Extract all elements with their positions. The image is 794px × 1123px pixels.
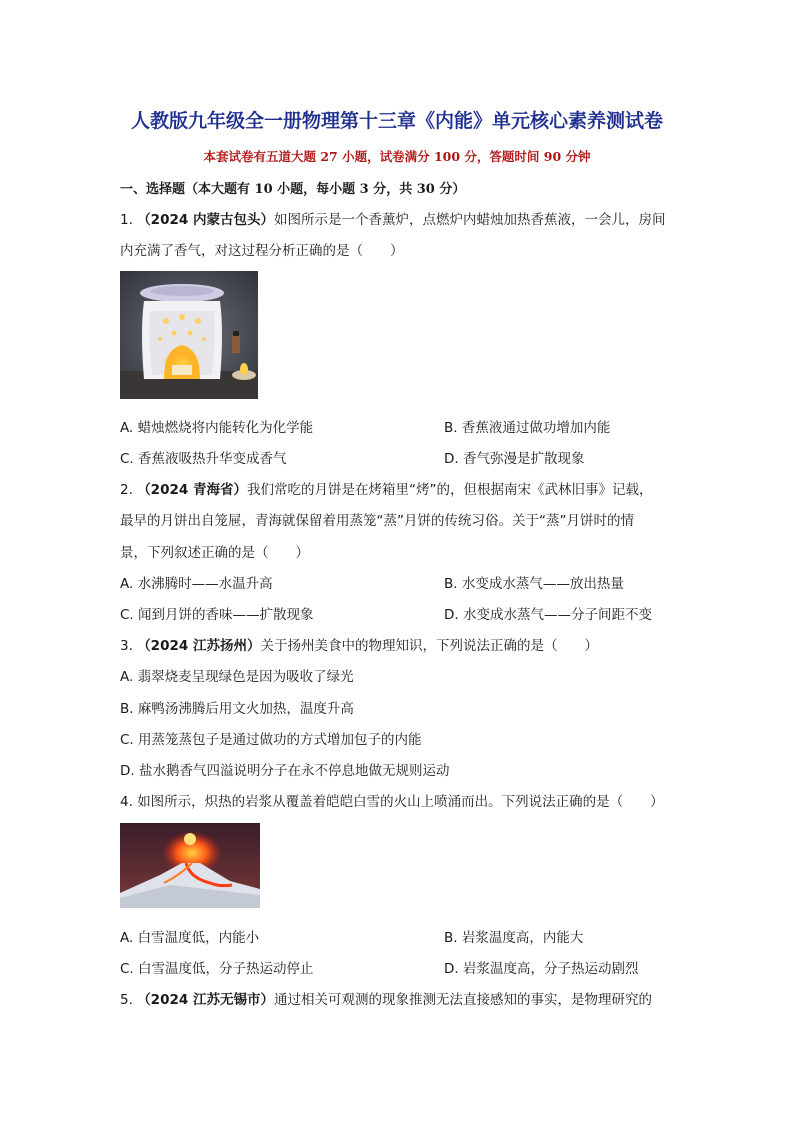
question-2-text-2: 最早的月饼出自笼屉，青海就保留着用蒸笼“蒸”月饼的传统习俗。关于“蒸”月饼时的情	[120, 513, 634, 529]
question-5-line-1	[120, 988, 652, 1008]
question-1-line-1	[120, 208, 665, 228]
question-1-option-a: A. 蜡烛燃烧将内能转化为化学能	[120, 420, 314, 436]
question-1-option-b: B. 香蕉液通过做功增加内能	[444, 420, 611, 436]
question-2-option-a: A. 水沸腾时——水温升高	[120, 576, 273, 592]
page-title: 人教版九年级全一册物理第十三章《内能》单元核心素养测试卷	[130, 110, 663, 132]
question-5-text-1: 通过相关可观测的现象推测无法直接感知的事实，是物理研究的	[273, 992, 652, 1008]
question-3-option-a: A. 翡翠烧麦呈现绿色是因为吸收了绿光	[120, 669, 354, 685]
question-1-option-c: C. 香蕉液吸热升华变成香气	[120, 451, 287, 467]
question-3-option-c: C. 用蒸笼蒸包子是通过做功的方式增加包子的内能	[120, 732, 422, 748]
question-2-line-1	[120, 478, 652, 498]
section-heading: 一、选择题（本大题有 10 小题，每小题 3 分，共 30 分）	[120, 182, 466, 197]
question-4-line-1	[120, 790, 664, 810]
question-3-number: 3.	[120, 638, 133, 654]
question-4-number: 4.	[120, 794, 133, 810]
question-1-number: 1.	[120, 212, 133, 228]
question-4-option-c: C. 白雪温度低，分子热运动停止	[120, 961, 314, 977]
question-3-option-d: D. 盐水鹅香气四溢说明分子在永不停息地做无规则运动	[120, 763, 450, 779]
question-4-option-a: A. 白雪温度低，内能小	[120, 930, 260, 946]
question-2-text-3: 景，下列叙述正确的是（ ）	[120, 545, 309, 561]
question-3-line-1	[120, 634, 598, 654]
question-2-number: 2.	[120, 482, 133, 498]
question-1-option-d: D. 香气弥漫是扩散现象	[444, 451, 585, 467]
question-3-text-1: 关于扬州美食中的物理知识，下列说法正确的是（ ）	[260, 638, 598, 654]
question-5-source: （2024 江苏无锡市）	[137, 992, 274, 1008]
volcano-image	[120, 823, 260, 908]
question-2-text-1: 我们常吃的月饼是在烤箱里“烤”的，但根据南宋《武林旧事》记载，	[246, 482, 653, 498]
exam-info: 本套试卷有五道大题 27 小题，试卷满分 100 分，答题时间 90 分钟	[203, 149, 591, 164]
question-3-option-b: B. 麻鸭汤沸腾后用文火加热，温度升高	[120, 701, 354, 717]
question-2-option-c: C. 闻到月饼的香味——扩散现象	[120, 607, 314, 623]
question-4-option-d: D. 岩浆温度高，分子热运动剧烈	[444, 961, 639, 977]
question-4-option-b: B. 岩浆温度高，内能大	[444, 930, 584, 946]
question-1-text-1: 如图所示是一个香薰炉，点燃炉内蜡烛加热香蕉液，一会儿，房间	[273, 212, 666, 228]
aroma-burner-image	[120, 271, 258, 399]
question-1-text-2: 内充满了香气，对这过程分析正确的是（ ）	[120, 243, 404, 259]
question-1-source: （2024 内蒙古包头）	[137, 212, 274, 228]
question-3-source: （2024 江苏扬州）	[137, 638, 261, 654]
question-2-option-b: B. 水变成水蒸气——放出热量	[444, 576, 624, 592]
question-2-source: （2024 青海省）	[137, 482, 247, 498]
question-5-number: 5.	[120, 992, 133, 1008]
question-4-text-1: 如图所示，炽热的岩浆从覆盖着皑皑白雪的火山上喷涌而出。下列说法正确的是（ ）	[137, 794, 664, 810]
question-2-option-d: D. 水变成水蒸气——分子间距不变	[444, 607, 652, 623]
